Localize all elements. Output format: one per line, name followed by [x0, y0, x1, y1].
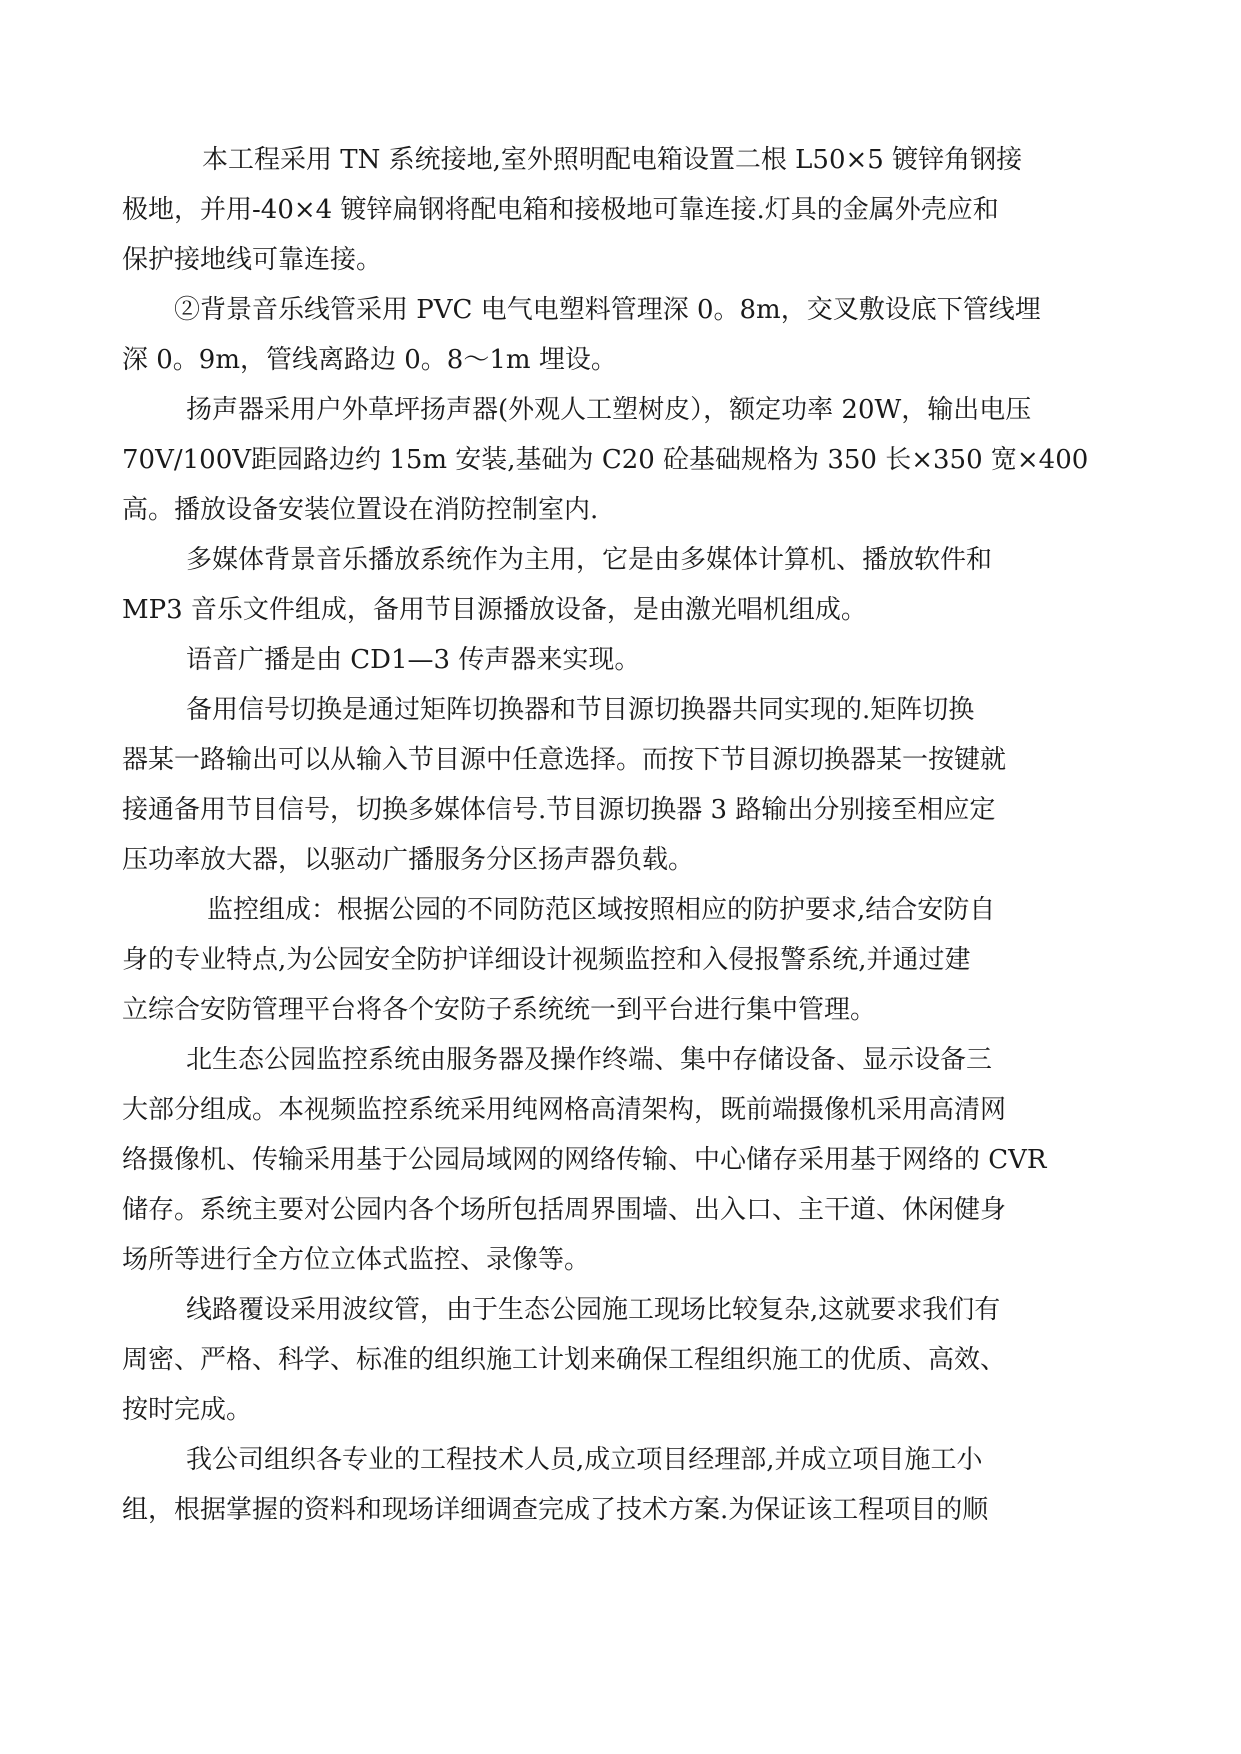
text-line: 极地，并用-40×4 镀锌扁钢将配电箱和接极地可靠连接.灯具的金属外壳应和 [122, 195, 999, 225]
text-line: 身的专业特点,为公园安全防护详细设计视频监控和入侵报警系统,并通过建 [122, 945, 971, 975]
text-line: 北生态公园监控系统由服务器及操作终端、集中存储设备、显示设备三 [186, 1045, 993, 1075]
text-line: 立综合安防管理平台将各个安防子系统统一到平台进行集中管理。 [122, 995, 877, 1025]
text-line: ②背景音乐线管采用 PVC 电气电塑料管理深 0。8m，交叉敷设底下管线埋 [174, 295, 1041, 325]
text-line: 络摄像机、传输采用基于公园局域网的网络传输、中心储存采用基于网络的 CVR [122, 1145, 1047, 1175]
text-line: 按时完成。 [122, 1395, 253, 1425]
text-line: 高。播放设备安装位置设在消防控制室内. [122, 495, 599, 525]
text-line: 大部分组成。本视频监控系统采用纯网格高清架构，既前端摄像机采用高清网 [122, 1095, 1007, 1125]
text-line: 70V/100V距园路边约 15m 安装,基础为 C20 砼基础规格为 350 长×350 宽×400 [122, 445, 1089, 475]
text-line: 深 0。9m，管线离路边 0。8～1m 埋设。 [122, 345, 617, 375]
text-line: 本工程采用 TN 系统接地,室外照明配电箱设置二根 L50×5 镀锌角钢接 [202, 145, 1023, 175]
text-line: 保护接地线可靠连接。 [122, 245, 383, 275]
text-line: 备用信号切换是通过矩阵切换器和节目源切换器共同实现的.矩阵切换 [186, 695, 975, 725]
text-line: 多媒体背景音乐播放系统作为主用，它是由多媒体计算机、播放软件和 [186, 545, 993, 575]
text-line: MP3 音乐文件组成，备用节目源播放设备，是由激光唱机组成。 [122, 595, 867, 625]
text-line: 我公司组织各专业的工程技术人员,成立项目经理部,并成立项目施工小 [186, 1445, 983, 1475]
text-line: 压功率放大器，以驱动广播服务分区扬声器负载。 [122, 845, 695, 875]
text-line: 线路覆设采用波纹管，由于生态公园施工现场比较复杂,这就要求我们有 [186, 1295, 1001, 1325]
text-line: 监控组成：根据公园的不同防范区域按照相应的防护要求,结合安防自 [207, 895, 996, 925]
text-line: 储存。系统主要对公园内各个场所包括周界围墙、出入口、主干道、休闲健身 [122, 1195, 1007, 1225]
text-line: 扬声器采用户外草坪扬声器(外观人工塑树皮），额定功率 20W，输出电压 [186, 395, 1032, 425]
text-line: 周密、严格、科学、标准的组织施工计划来确保工程组织施工的优质、高效、 [122, 1345, 1007, 1375]
text-line: 语音广播是由 CD1—3 传声器来实现。 [186, 645, 641, 675]
text-line: 场所等进行全方位立体式监控、录像等。 [122, 1245, 591, 1275]
text-line: 接通备用节目信号，切换多媒体信号.节目源切换器 3 路输出分别接至相应定 [122, 795, 996, 825]
text-line: 器某一路输出可以从输入节目源中任意选择。而按下节目源切换器某一按键就 [122, 745, 1007, 775]
text-line: 组，根据掌握的资料和现场详细调查完成了技术方案.为保证该工程项目的顺 [122, 1495, 989, 1525]
